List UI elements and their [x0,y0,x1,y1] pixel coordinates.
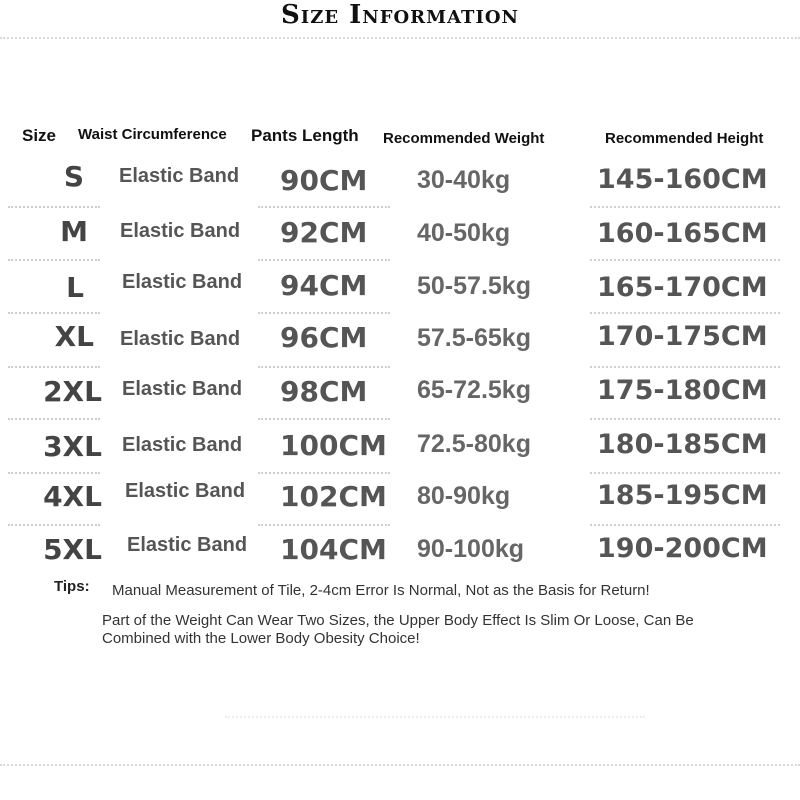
size-cell: XL [54,320,94,353]
weight-cell: 57.5-65kg [417,324,531,352]
table-row [0,527,800,581]
table-row [0,262,800,316]
tips-label: Tips: [54,578,90,595]
size-cell: 4XL [43,480,102,513]
height-cell: 145-160CM [597,164,768,195]
waist-cell: Elastic Band [125,480,246,502]
length-cell: 104CM [280,533,387,566]
tip-line-2: Part of the Weight Can Wear Two Sizes, the Upper Body Effect Is Slim Or Loose, Can Be Combined with the Lower Body Obesity Choice! [102,612,694,647]
row-divider [590,524,780,526]
weight-cell: 72.5-80kg [417,430,531,458]
table-row [0,474,800,528]
section-divider [225,716,645,718]
page-title: Size Information [281,0,519,30]
footer-divider [0,764,800,766]
waist-cell: Elastic Band [119,165,240,187]
row-divider [258,418,390,420]
table-row [0,368,800,422]
row-divider [590,312,780,314]
row-divider [258,524,390,526]
row-divider [258,206,390,208]
waist-cell: Elastic Band [120,220,241,242]
length-cell: 102CM [280,480,387,513]
header-waist: Waist Circumference [78,126,227,143]
waist-cell: Elastic Band [122,378,243,400]
length-cell: 96CM [280,321,368,354]
row-divider [590,206,780,208]
table-row [0,156,800,210]
weight-cell: 40-50kg [417,219,511,247]
waist-cell: Elastic Band [122,271,243,293]
size-cell: S [63,160,84,193]
length-cell: 90CM [280,164,368,197]
header-length: Pants Length [251,126,359,145]
row-divider [258,312,390,314]
row-divider [8,524,100,526]
length-cell: 98CM [280,375,368,408]
row-divider [258,259,390,261]
weight-cell: 80-90kg [417,482,511,510]
tip-line-1: Manual Measurement of Tile, 2-4cm Error Is Normal, Not as the Basis for Return! [112,582,650,599]
weight-cell: 65-72.5kg [417,376,531,404]
weight-cell: 30-40kg [417,166,511,194]
height-cell: 185-195CM [597,480,768,511]
weight-cell: 50-57.5kg [417,272,531,300]
table-row [0,316,800,370]
height-cell: 170-175CM [597,321,768,352]
title-divider [0,37,800,39]
size-cell: 2XL [43,375,102,408]
waist-cell: Elastic Band [122,434,243,456]
weight-cell: 90-100kg [417,535,525,563]
row-divider [8,259,100,261]
header-weight: Recommended Weight [383,130,545,147]
row-divider [8,206,100,208]
waist-cell: Elastic Band [120,328,241,350]
height-cell: 160-165CM [597,218,768,249]
length-cell: 100CM [280,429,387,462]
row-divider [8,312,100,314]
height-cell: 165-170CM [597,272,768,303]
header-size: Size [22,126,57,145]
header-height: Recommended Height [605,130,764,147]
size-cell: 5XL [43,533,102,566]
waist-cell: Elastic Band [127,534,248,556]
height-cell: 175-180CM [597,375,768,406]
row-divider [590,418,780,420]
size-cell: L [66,271,84,304]
row-divider [590,259,780,261]
length-cell: 92CM [280,216,368,249]
table-row [0,422,800,476]
height-cell: 190-200CM [597,533,768,564]
height-cell: 180-185CM [597,429,768,460]
size-cell: M [60,215,88,248]
size-cell: 3XL [43,430,102,463]
table-row [0,209,800,263]
row-divider [8,418,100,420]
length-cell: 94CM [280,269,368,302]
